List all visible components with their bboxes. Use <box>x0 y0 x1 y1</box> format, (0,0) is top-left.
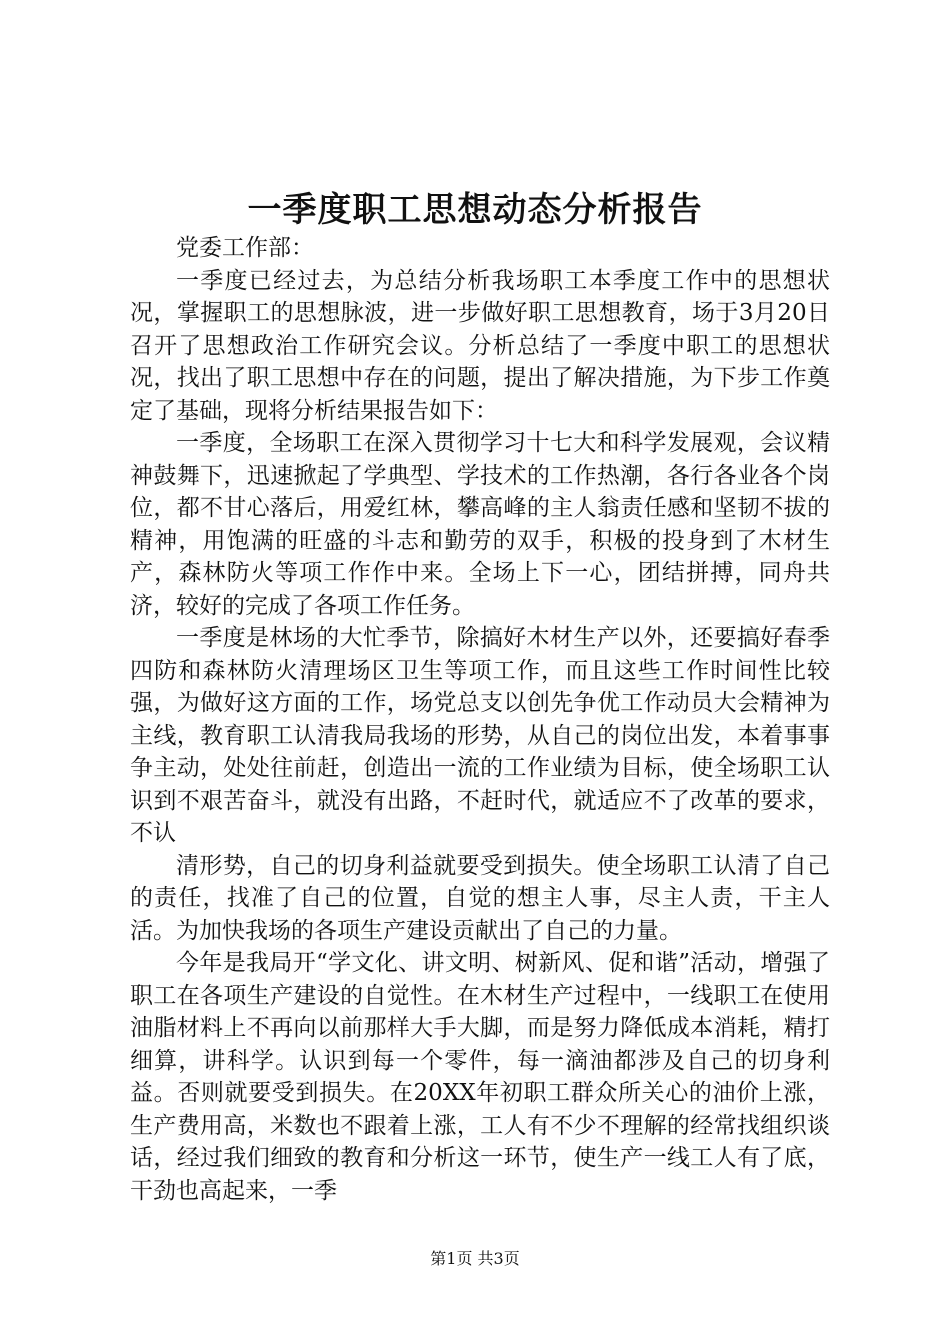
page-footer: 第1页 共3页 <box>430 1249 520 1268</box>
document-title: 一季度职工思想动态分析报告 <box>247 190 703 230</box>
paragraph-1: 一季度已经过去，为总结分析我场职工本季度工作中的思想状况，掌握职工的思想脉波，进一步做好职工思想教育，场于3月20日召开了思想政治工作研究会议。分析总结了一季度中职工的思想状况，找出了职工思想中存在的问题，提出了解决措施，为下步工作奠定了基础，现将分析结果报告如下： <box>130 267 830 424</box>
paragraph-5: 今年是我局开“学文化、讲文明、树新风、促和谐”活动，增强了职工在各项生产建设的自觉性。在木材生产过程中，一线职工在使用油脂材料上不再向以前那样大手大脚，而是努力降低成本消耗，精打细算，讲科学。认识到每一个零件，每一滴油都涉及自己的切身利益。否则就要受到损失。在20XX年初职工群众所关心的油价上涨，生产费用高，米数也不跟着上涨，工人有不少不理解的经常找组织谈话，经过我们细致的教育和分析这一环节，使生产一线工人有了底，干劲也高起来，一季 <box>130 950 830 1204</box>
paragraph-3: 一季度是林场的大忙季节，除搞好木材生产以外，还要搞好春季四防和森林防火清理场区卫生等项工作，而且这些工作时间性比较强，为做好这方面的工作，场党总支以创先争优工作动员大会精神为主线，教育职工认清我局我场的形势，从自己的岗位出发，本着事事争主动，处处往前赶，创造出一流的工作业绩为目标，使全场职工认识到不艰苦奋斗，就没有出路，不赶时代，就适应不了改革的要求，不认 <box>130 625 830 846</box>
document-body <box>130 232 830 1207</box>
paragraph-4: 清形势，自己的切身利益就要受到损失。使全场职工认清了自己的责任，找准了自己的位置，自觉的想主人事，尽主人责，干主人活。为加快我场的各项生产建设贡献出了自己的力量。 <box>130 852 830 944</box>
addressee-line: 党委工作部： <box>176 235 314 261</box>
paragraph-2: 一季度，全场职工在深入贯彻学习十七大和科学发展观，会议精神鼓舞下，迅速掀起了学典型、学技术的工作热潮，各行各业各个岗位，都不甘心落后，用爱红林，攀高峰的主人翁责任感和坚韧不拔的精神，用饱满的旺盛的斗志和勤劳的双手，积极的投身到了木材生产，森林防火等项工作作中来。全场上下一心，团结拼搏，同舟共济，较好的完成了各项工作任务。 <box>130 430 830 619</box>
